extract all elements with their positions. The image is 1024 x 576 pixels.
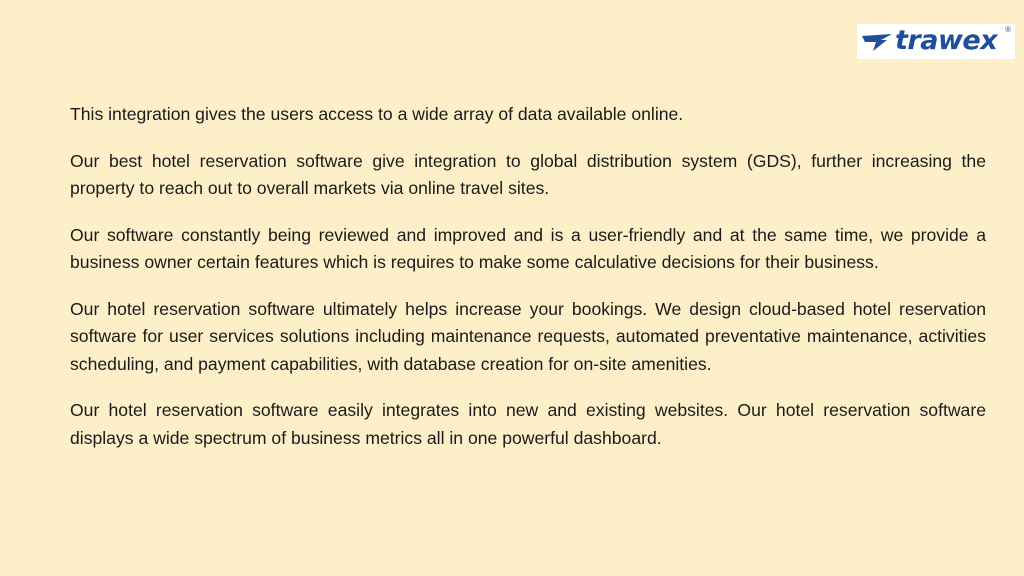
body-content [70, 101, 986, 471]
paragraph-bookings: Our hotel reservation software ultimately helps increase your bookings. We design cloud-based hotel reservation software for user services solutions including maintenance requests, automated preventative maintenance, activities scheduling, and payment capabilities, with database creation for on-site amenities. [70, 298, 986, 374]
paragraph-websites: Our hotel reservation software easily integrates into new and existing websites. Our hotel reservation software displays a wide spectrum of business metrics all in one powerful dashboard. [70, 400, 986, 448]
arrow-swoosh-icon [861, 31, 893, 53]
trawex-logo [857, 24, 1015, 59]
registered-mark: ® [1005, 25, 1011, 34]
logo-text: trawex [895, 25, 998, 56]
paragraph-software-review: Our software constantly being reviewed and improved and is a user-friendly and at the same time, we provide a business owner certain features which is requires to make some calculative decisions for their business. [70, 224, 986, 272]
paragraph-gds: Our best hotel reservation software give integration to global distribution system (GDS), further increasing the property to reach out to overall markets via online travel sites. [70, 150, 986, 198]
paragraph-integration: This integration gives the users access to a wide array of data available online. [70, 104, 684, 124]
